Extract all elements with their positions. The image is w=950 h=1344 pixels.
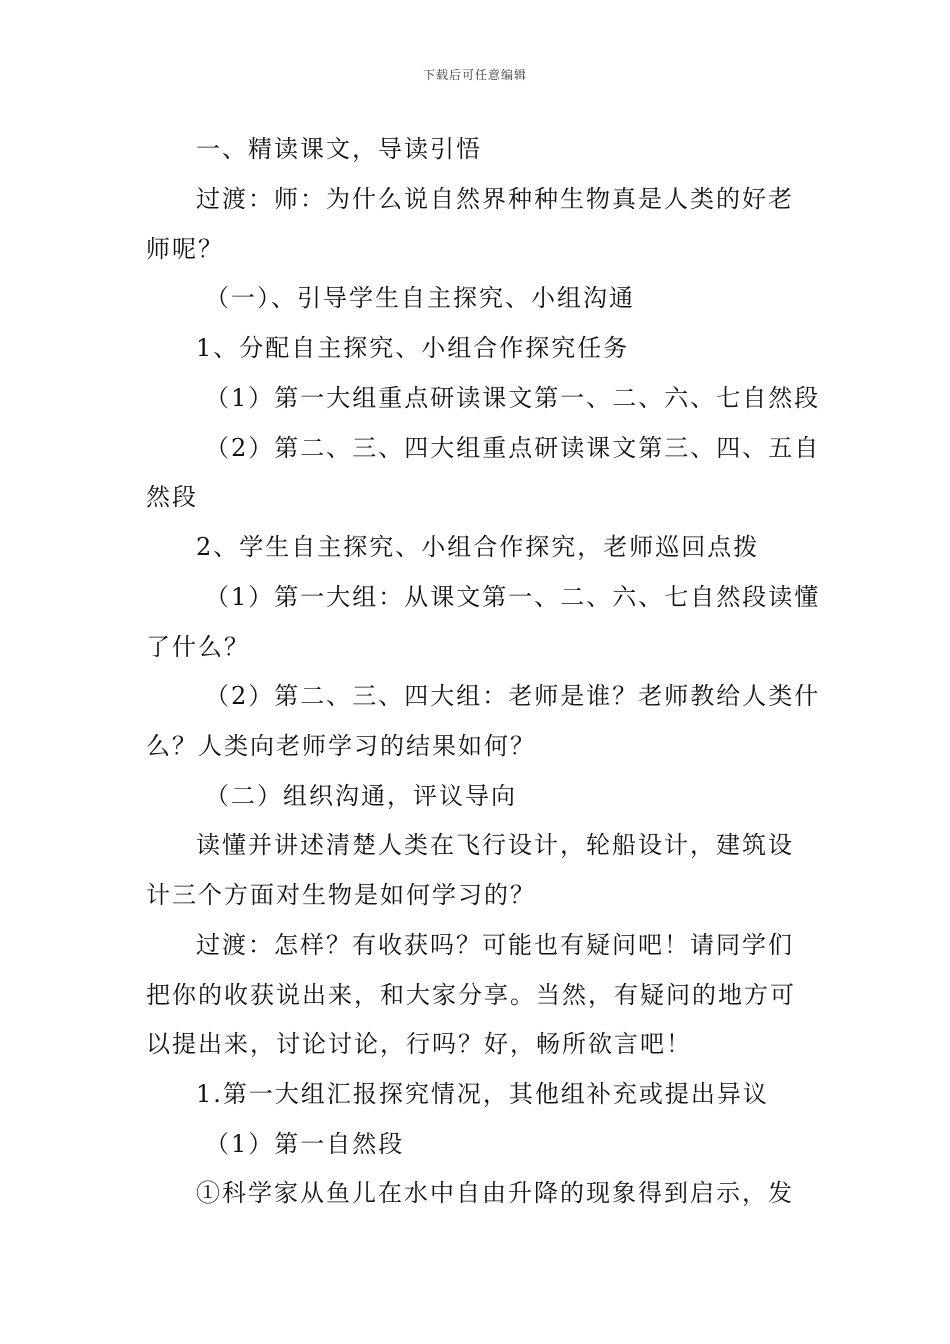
list-item: （2）第二、三、四大组重点研读课文第三、四、五自 (205, 434, 821, 462)
list-item: 了什么？ (146, 633, 250, 661)
list-item: 2、学生自主探究、小组合作探究，老师巡回点拨 (196, 533, 760, 561)
section-heading-1: 一、精读课文，导读引悟 (196, 135, 482, 163)
list-item: （2）第二、三、四大组：老师是谁？老师教给人类什 (205, 682, 821, 710)
list-item: 1、分配自主探究、小组合作探究任务 (196, 334, 630, 362)
list-item: （1）第一自然段 (205, 1130, 405, 1158)
paragraph-line: 读懂并讲述清楚人类在飞行设计，轮船设计，建筑设 (196, 831, 794, 859)
paragraph-line: 以提出来，讨论讨论，行吗？好，畅所欲言吧！ (146, 1030, 692, 1058)
paragraph-line: 过渡：怎样？有收获吗？可能也有疑问吧！请同学们 (196, 931, 794, 959)
page-header: 下载后可任意编辑 (422, 68, 527, 82)
list-item: 么？人类向老师学习的结果如何？ (146, 732, 536, 760)
list-item: （1）第一大组：从课文第一、二、六、七自然段读懂 (205, 583, 821, 611)
list-item: 1.第一大组汇报探究情况，其他组补充或提出异议 (196, 1080, 769, 1108)
subsection-heading: （一）、引导学生自主探究、小组沟通 (205, 284, 635, 312)
list-item: 然段 (146, 483, 198, 511)
list-item: （1）第一大组重点研读课文第一、二、六、七自然段 (205, 384, 821, 412)
paragraph-line: 计三个方面对生物是如何学习的？ (146, 881, 536, 909)
paragraph-line: 过渡：师：为什么说自然界种种生物真是人类的好老 (196, 185, 794, 213)
paragraph-line: 把你的收获说出来，和大家分享。当然，有疑问的地方可 (146, 981, 796, 1009)
list-item: ①科学家从鱼儿在水中自由升降的现象得到启示，发 (196, 1179, 794, 1207)
paragraph-line: 师呢？ (146, 235, 224, 263)
subsection-heading: （二）组织沟通，评议导向 (205, 782, 517, 810)
